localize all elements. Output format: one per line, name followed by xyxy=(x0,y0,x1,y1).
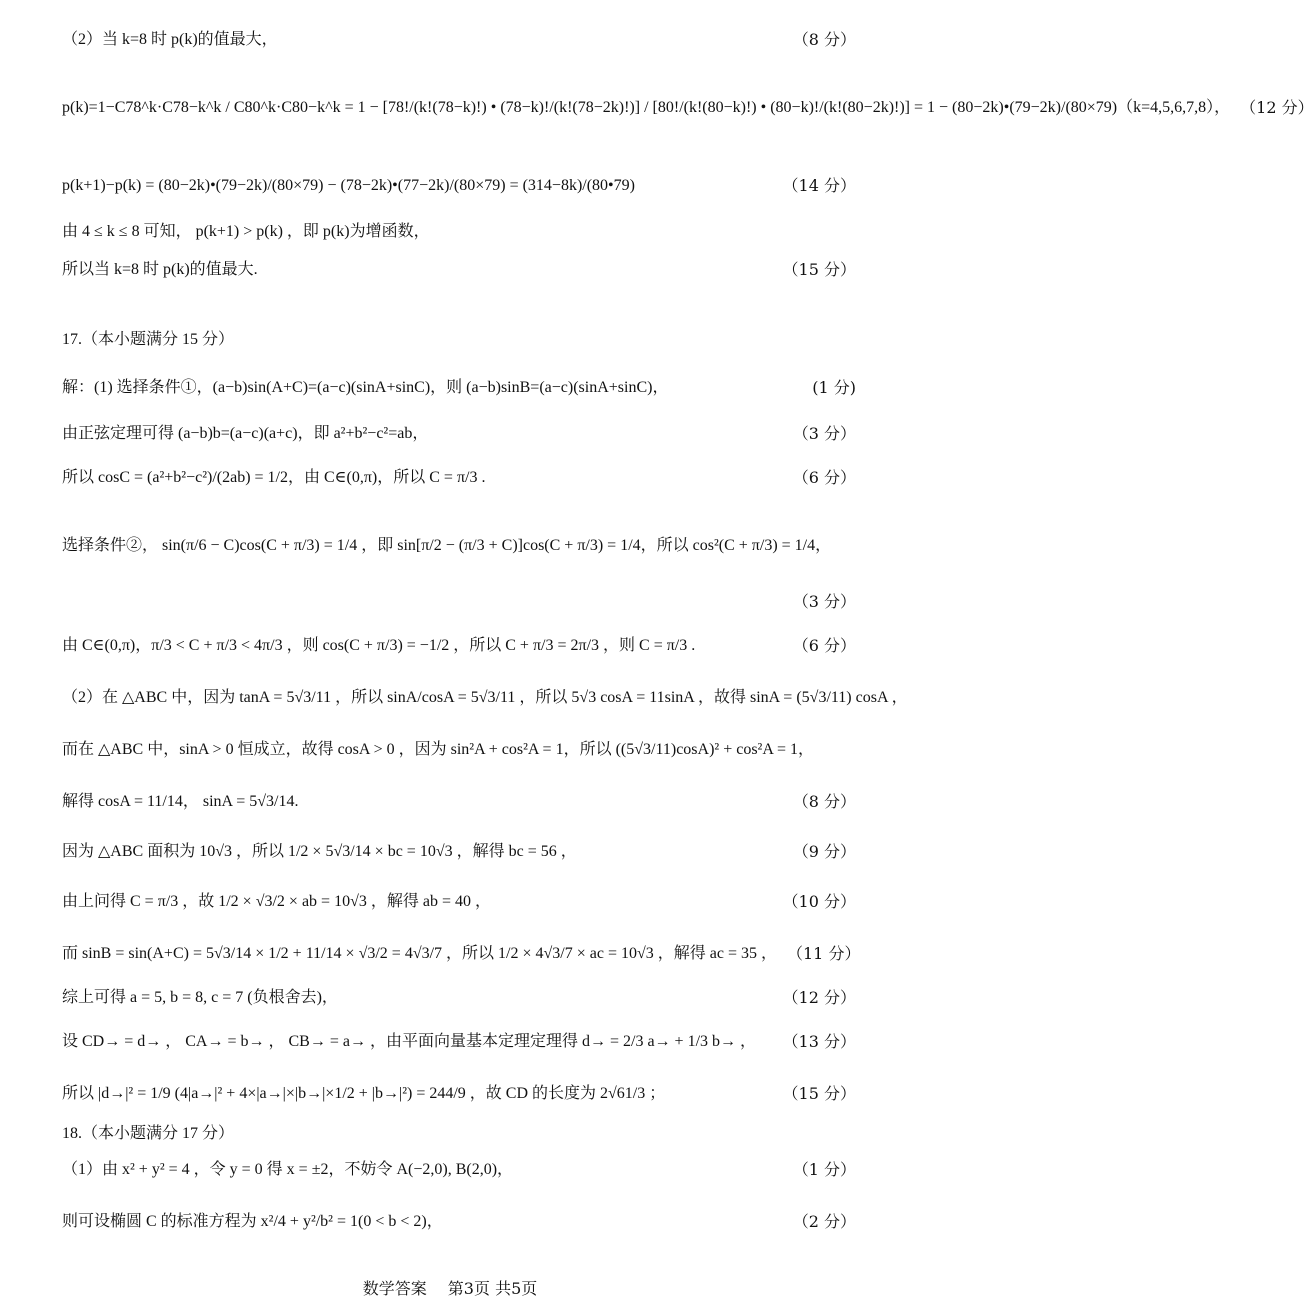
line-2: p(k)=1−C78^k·C78−k^k / C80^k·C80−k^k = 1 − [78!/(k!(78−k)!) • (78−k)!/(k!(78−2k)!)] / [80!/(k!(80−k)!) • (80−k)!/(k!(80−2k)!)] = 1 − (80−2k)•(79−2k)/(80×79)（k=4,5,6,7,8）， （12 分） xyxy=(62,98,1314,117)
line-24: 则可设椭圆 C 的标准方程为 x²/4 + y²/b² = 1(0 < b < 2)， （2 分） xyxy=(62,1212,856,1231)
line-21: 所以 |d→|² = 1/9 (4|a→|² + 4×|a→|×|b→|×1/2 + |b→|²) = 244/9 ，故 CD 的长度为 2√61/3 ； （15 分） xyxy=(62,1084,856,1103)
line-4: 由 4 ≤ k ≤ 8 可知， p(k+1) > p(k) ，即 p(k)为增函数， xyxy=(62,223,430,240)
line-17: 由上问得 C = π/3 ，故 1/2 × √3/2 × ab = 10√3 ，解得 ab = 40 ， （10 分） xyxy=(62,892,856,911)
page-footer: 数学答案 第3页 共5页 xyxy=(362,1279,538,1298)
line-8: 由正弦定理可得 (a−b)b=(a−c)(a+c)，即 a²+b²−c²=ab， （3 分） xyxy=(62,424,856,443)
line-23: （1）由 x² + y² = 4 ，令 y = 0 得 x = ±2，不妨令 A(−2,0), B(2,0)， （1 分） xyxy=(62,1160,856,1179)
line-18: 而 sinB = sin(A+C) = 5√3/14 × 1/2 + 11/14 × √3/2 = 4√3/7 ，所以 1/2 × 4√3/7 × ac = 10√3 ，解得 ac = 35 ， （11 分） xyxy=(62,944,861,963)
line-1: （2）当 k=8 时 p(k)的值最大， （8 分） xyxy=(62,30,856,49)
line-11: （3 分） xyxy=(792,592,856,611)
line-19: 综上可得 a = 5, b = 8, c = 7 (负根舍去)， （12 分） xyxy=(62,988,856,1007)
line-13: （2）在 △ABC 中，因为 tanA = 5√3/11 ，所以 sinA/cosA = 5√3/11 ，所以 5√3 cosA = 11sinA ，故得 sinA = (5√3/11) cosA ， xyxy=(62,689,908,706)
line-9: 所以 cosC = (a²+b²−c²)/(2ab) = 1/2，由 C∈(0,π)，所以 C = π/3 . （6 分） xyxy=(62,468,856,487)
line-12: 由 C∈(0,π)，π/3 < C + π/3 < 4π/3 ，则 cos(C + π/3) = −1/2 ，所以 C + π/3 = 2π/3 ，则 C = π/3 . （6 分） xyxy=(62,636,856,655)
line-10: 选择条件②， sin(π/6 − C)cos(C + π/3) = 1/4 ，即 sin[π/2 − (π/3 + C)]cos(C + π/3) = 1/4，所以 cos²(C + π/3) = 1/4， xyxy=(62,537,832,554)
line-14: 而在 △ABC 中，sinA > 0 恒成立，故得 cosA > 0 ，因为 sin²A + cos²A = 1，所以 ((5√3/11)cosA)² + cos²A = 1， xyxy=(62,741,815,758)
line-15: 解得 cosA = 11/14， sinA = 5√3/14. （8 分） xyxy=(62,792,856,811)
line-5: 所以当 k=8 时 p(k)的值最大. （15 分） xyxy=(62,260,856,279)
line-6: 17.（本小题满分 15 分） xyxy=(62,331,235,348)
line-22: 18.（本小题满分 17 分） xyxy=(62,1125,235,1142)
line-3: p(k+1)−p(k) = (80−2k)•(79−2k)/(80×79) − (78−2k)•(77−2k)/(80×79) = (314−8k)/(80•79) （14 分） xyxy=(62,176,856,195)
line-16: 因为 △ABC 面积为 10√3 ，所以 1/2 × 5√3/14 × bc = 10√3 ，解得 bc = 56 ， （9 分） xyxy=(62,842,856,861)
line-20: 设 CD→ = d→ ， CA→ = b→ ， CB→ = a→ ，由平面向量基本定理定理得 d→ = 2/3 a→ + 1/3 b→ ， （13 分） xyxy=(62,1032,856,1051)
line-7: 解：(1) 选择条件①，(a−b)sin(A+C)=(a−c)(sinA+sinC)，则 (a−b)sinB=(a−c)(sinA+sinC)， (1 分) xyxy=(62,378,856,397)
